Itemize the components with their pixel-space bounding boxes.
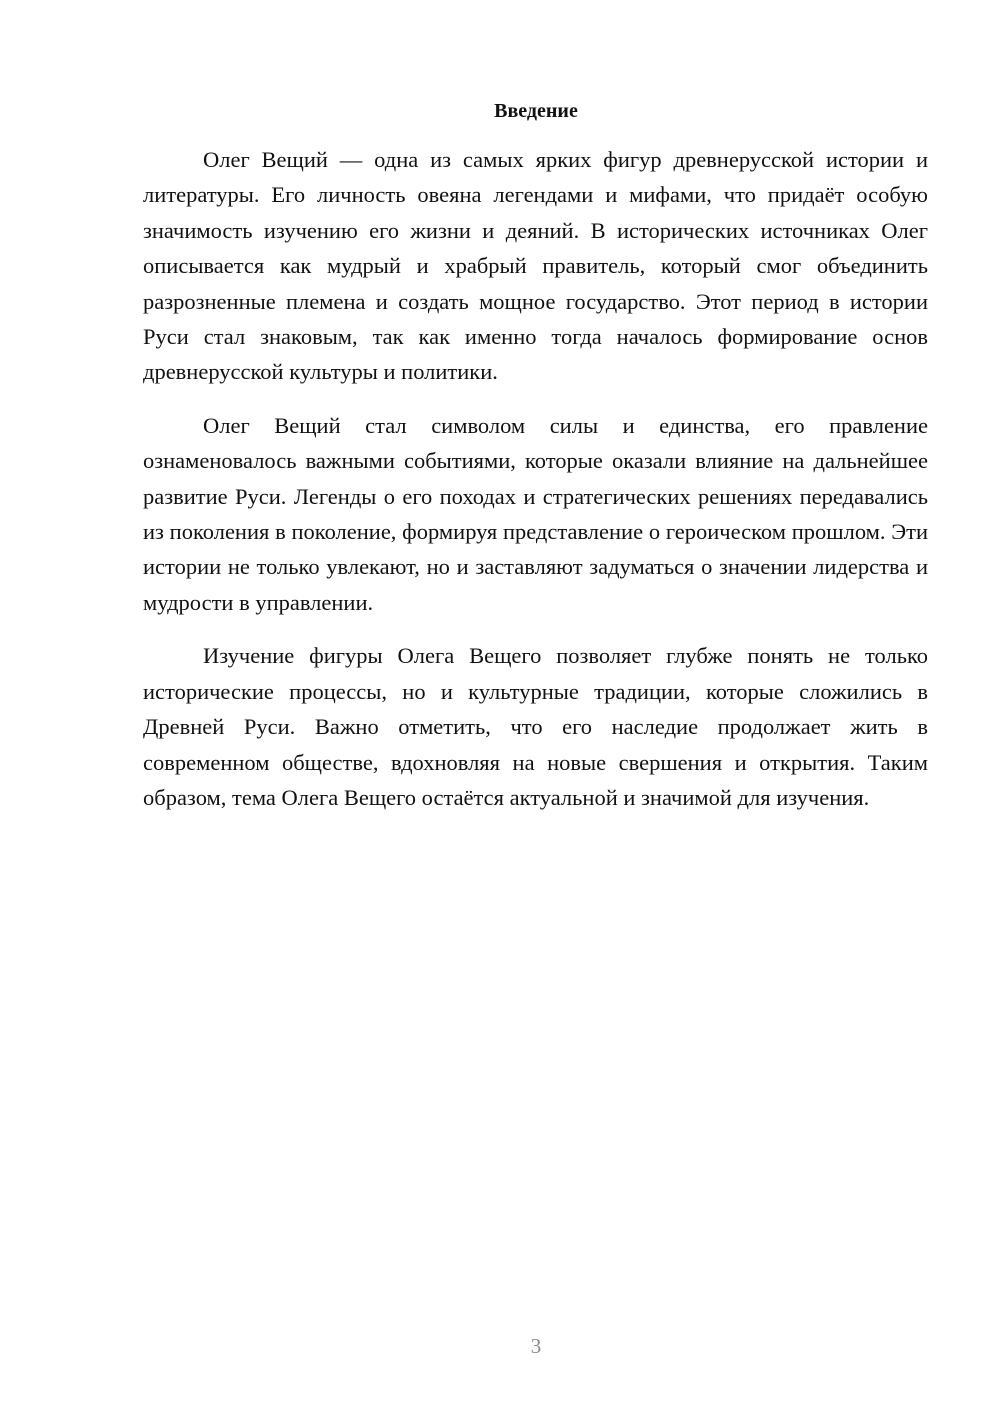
page-title: Введение — [494, 100, 578, 122]
paragraph-2: Олег Вещий стал символом силы и единства, его правление ознаменовалось важными событиями, которые оказали влияние на дальнейшее развитие Руси. Легенды о его походах и стратегических решениях передавались из поколения в поколение, формируя представление о героическом прошлом. Эти истории не только увлекают, но и заставляют задуматься о значении лидерства и мудрости в управлении. — [143, 412, 928, 615]
document-body — [143, 142, 928, 833]
paragraph-3: Изучение фигуры Олега Вещего позволяет глубже понять не только исторические процессы, но и культурные традиции, которые сложились в Древней Руси. Важно отметить, что его наследие продолжает жить в современном обществе, вдохновляя на новые свершения и открытия. Таким образом, тема Олега Вещего остаётся актуальной и значимой для изучения. — [143, 643, 928, 810]
paragraph-1: Олег Вещий — одна из самых ярких фигур древнерусской истории и литературы. Его личность овеяна легендами и мифами, что придаёт особую значимость изучению его жизни и деяний. В исторических источниках Олег описывается как мудрый и храбрый правитель, который смог объединить разрозненные племена и создать мощное государство. Этот период в истории Руси стал знаковым, так как именно тогда началось формирование основ древнерусской культуры и политики. — [143, 147, 928, 385]
page-number: 3 — [530, 1334, 542, 1358]
